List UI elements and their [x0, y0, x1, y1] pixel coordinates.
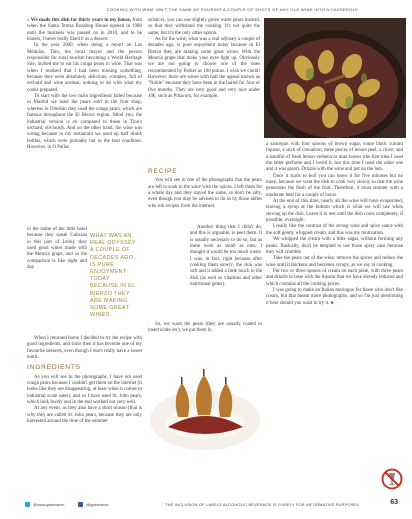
col2-paragraph-5: So, we wash the pears (they are usually coated in insecticides etc), we put them in [148, 322, 262, 334]
twitter-icon [25, 502, 30, 507]
paragraph-1-rest: from when the Santa Teresa Roasting House opened in 1980 until the business was passed on in 2010, and to be honest, I never really liked it as a dessert. [27, 18, 142, 43]
col3-paragraph-7: Put two or three spoons of cream on each plate, with three pears and drizzle to taste with the liqueur that we have already reduced and which contains all the cooking juices. [266, 268, 403, 287]
paragraph-2: In the year 2000, when doing a report on Las Médulas, Tino, the local mayor and the person responsible for rural tourism becoming a World Heritage Site, invited me to eat his conga pears in wine. That was when I realised that I had been missing something, because they were absolutely delicious; complex, full of orchard and wine aromas, nothing to do with what my cooks prepared. [27, 43, 142, 93]
col3-paragraph-8 [266, 288, 403, 307]
col3-paragraph-3: At the end of this time, nearly all the wine will have evaporated, leaving a syrup at the bottom which is what we will use when serving up the dish. Leave it to rest until the dish cools completely, if possible, overnight. [266, 199, 403, 224]
paragraph-1 [27, 18, 142, 43]
plated-pears-image [143, 220, 189, 320]
pull-quote: WHAT WAS AN REAL ODYSSEY A COUPLE OF DECADES AGO, IS PURE ENJOYMENT TODAY BECAUSE IN EL BIERZO THEY ARE MAKING SOME GREAT WINES. [90, 233, 136, 319]
facebook-icon [78, 502, 83, 507]
col2-paragraph-1: solstice), you can use slightly green water pears instead, so that they withstand the cooking. It's not quite the same, but it's the only other option. [148, 18, 260, 36]
pears-pan-image [264, 18, 406, 138]
facebook-handle: @gastroacm [86, 502, 109, 507]
column-3 [266, 142, 403, 307]
pears-in-pan-photo [264, 18, 406, 138]
lead-marker: » [27, 18, 30, 23]
facebook-link[interactable] [78, 502, 108, 507]
pears-cream-image [148, 335, 262, 465]
social-links [25, 502, 109, 507]
poached-pears-photo [27, 466, 28, 467]
col3-paragraph-6: Take the pears out of the wine, remove the spices and reduce the wine until it thickens and becomes syrupy, as we say in cooking. [266, 256, 403, 268]
col2-paragraph-2: As for the wine, what was a real odyssey a couple of decades ago, is pure enjoyment today because in El Bierzo they are making some great wines. With the Mencía grape that make your eyes light up. Obviously we are not going to choose one of the ones recommended by Parker as 100 points. I wish we could! However, there are wines with half the appeal known as "Noble" because they have been in the barrel for four or five months. They are very good and very nice under 10€, such as Pittacum, for example. [148, 37, 260, 100]
col3-paragraph-8-text: I was going to make an Italian meringue for those who don't like cream, but that meant more photographs, and so I'm just mentioning it here should you want to try it. [266, 287, 403, 306]
column-2 [148, 18, 260, 100]
col3-paragraph-2: Once it starts to boil you can leave it for five minutes but no more, because we want the dish to cook very slowly so that the wine penetrates the flesh of the fruit. Therefore, it must simmer with a moderate heat for a couple of hours. [266, 173, 403, 198]
column-1-wrap [27, 227, 87, 271]
paragraph-3a: To start with the two main ingredients failed because in Madrid we used the pears sold in the fruit shop, whereas in Omeñán they used the conga pears, which are famous throughout the El Bierzo region. Mind you, the industrial version is on compared to those in Tino's orchard, obviously. And on the other hand, the wine was wrong because in my restaurant we used up half drunk bottles, which were probably not in the best condition. However, in O Pallas [27, 94, 142, 150]
footer-disclaimer: THE INCLUSION OF LABELS ALCOHOLIC BEVERAGE IS PURELY FOR INFORMATIVE PURPOSES [165, 502, 359, 507]
column-1 [27, 18, 142, 151]
twitter-handle: @www.gastroacm [33, 502, 65, 507]
paragraph-6: At any event, as they also have a short season (that is why they are called St. John pears, because they are only harvested around the time of the summer [27, 406, 142, 425]
column-1-lower [27, 336, 142, 425]
plated-pears-photo [143, 220, 189, 320]
footer [0, 500, 412, 510]
col2-paragraph-3: You will see in one of the photographs that the pears are left to soak in the wine with the spices. I left them for a whole day and they stayed the same, so don't be silly, even though you may be advised to do so by those ladies who rob recipes from the internet. [148, 178, 262, 209]
paragraph-4: When I returned home I decided to try the recipe with good ingredients, and since then it has become one of my favourite desserts, even though I don't really have a sweet tooth. [27, 336, 142, 361]
column-2-wrap [190, 225, 262, 288]
col3-paragraph-5: We whipped the cream with a little sugar, without forming any peaks. Basically, don't be tempted to use those spray cans because they will crumble. [266, 237, 403, 255]
pears-cream-photo [148, 335, 262, 465]
lead-phrase: We made this dish for thirty years in my house, [30, 18, 132, 23]
col2-paragraph-4: Another thing that I didn't do, and this is arguable, is peel them. It is usually necessary to do so, but as these were as small as nuts, I thought it would be too much waste. I was, in fact, right because after cooking them slowly, the skin was soft and it added a little touch to the dish (as well as vitamins and other nutritional gems). [190, 225, 262, 288]
paragraph-5: As you will see in the photographs, I have not used conga pears because I couldn't get them on the internet (it looks like they are disappearing, at least when it comes to industrial scale sales), and so I have used St. John pears, which look lovely and in the end worked out very well. [27, 374, 142, 406]
column-2-bottom [148, 322, 262, 335]
running-head: COOKING WITH WINE ISN'T THE SAME AS POURING A COUPLE OF SHOTS OF ANY OLD WINE INTO A CASSEROLE [106, 7, 359, 12]
col3-paragraph-1: a saucepan with four spoons of brown sugar, some black currant liqueur, a stick of cinnamon, three pieces of lemon peel, a clove, and a handful of fresh lemon verbena or mint leaves (the first time I used the latter perfume and I loved it, but this time I used the other one and it was great). Drizzle with the wine and put on the hob. [266, 142, 403, 173]
twitter-link[interactable] [25, 502, 64, 507]
page-number: 63 [390, 499, 398, 506]
ingredients-heading: INGREDIENTS [27, 364, 81, 372]
paragraph-3b: in the name of the little hotel because they speak Galician in this part of León), they used good wines made with the Mencía grape, and so the comparison is like night and day. [27, 227, 87, 271]
end-mark: ■ [330, 300, 334, 306]
recipe-heading: RECIPE [148, 168, 178, 175]
column-2-lower [148, 165, 262, 210]
dessert-plate-photo [86, 326, 146, 327]
no-alcohol-icon [381, 468, 403, 490]
col3-paragraph-4: I really like the contrast of the strong wine and spice sauce with the soft gently whipped cream, and this was my motivation. [266, 224, 403, 236]
